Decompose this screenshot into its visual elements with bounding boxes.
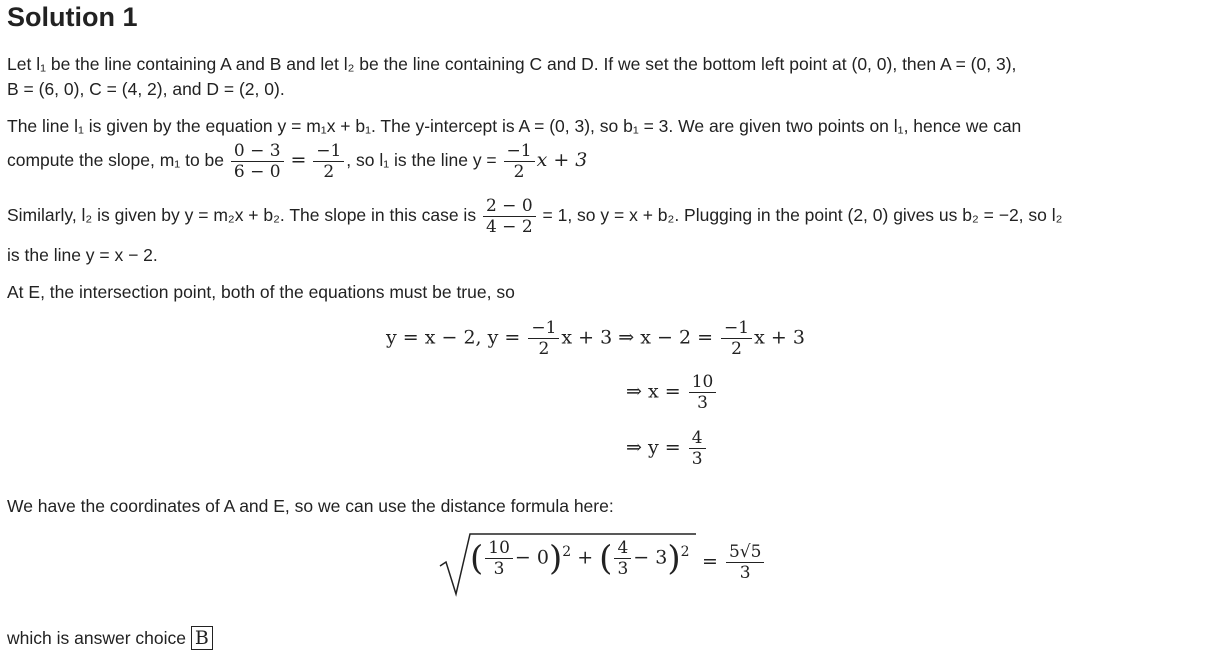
slope-text: compute the slope, m₁ to be bbox=[7, 150, 224, 171]
equation-x-value: ⇒ x = $\frac{10}{3}$ bbox=[626, 372, 718, 413]
slope-fraction: $\frac{0 - 3}{6 - 0}$ bbox=[231, 141, 284, 182]
paragraph-setup-line2: B = (6, 0), C = (4, 2), and D = (2, 0). bbox=[7, 79, 285, 99]
distance-result: = $\frac{5√5}{3}$ bbox=[702, 542, 766, 583]
answer-box: B bbox=[191, 626, 213, 650]
paragraph-line1-equation: The line l₁ is given by the equation y = m₁x + b₁. The y-intercept is A = (0, 3), so b₁ = 3. We are given two points on l₁, hence we can bbox=[7, 116, 1022, 136]
solution-heading: Solution 1 bbox=[7, 2, 138, 32]
paragraph-line2: Similarly, l₂ is given by y = m₂x + b₂. The slope in this case is $\frac{2 - 0}{4 - 2}$ = 1, so y = x + b₂. Plugging in the point (2, 0) gives us b₂ = −2, so l₂ bbox=[7, 196, 1063, 237]
paragraph-setup-line1: Let l₁ be the line containing A and B and let l₂ be the line containing C and D. If we set the bottom left point at (0, 0), then A = (0, 3), bbox=[7, 54, 1017, 74]
line2-slope-fraction: $\frac{2 - 0}{4 - 2}$ bbox=[483, 196, 536, 237]
equation-y-value: ⇒ y = $\frac{4}{3}$ bbox=[626, 428, 708, 469]
line1-slope-fraction: $\frac{-1}{2}$ bbox=[504, 141, 535, 182]
paragraph-answer: which is answer choice B bbox=[7, 626, 213, 651]
paragraph-slope-line: compute the slope, m₁ to be $\frac{0 - 3}{6 - 0}$ = $\frac{-1}{2}$ , so l₁ is the line y = $\frac{-1}{2}$ x + 3 bbox=[7, 141, 588, 182]
paragraph-intersection: At E, the intersection point, both of the equations must be true, so bbox=[7, 282, 515, 302]
distance-formula: ( $\frac{10}{3}$ − 0)$^2$ + ( $\frac{4}{3}$ − 3)$^2$ bbox=[470, 538, 690, 579]
equation-intersection: y = x − 2, y = $\frac{-1}{2}$ x + 3 ⇒ x − 2 = $\frac{-1}{2}$ x + 3 bbox=[386, 318, 805, 359]
slope-simplified-fraction: $\frac{-1}{2}$ bbox=[313, 141, 344, 182]
paragraph-line2-result: is the line y = x − 2. bbox=[7, 245, 158, 265]
paragraph-distance: We have the coordinates of A and E, so we can use the distance formula here: bbox=[7, 496, 614, 516]
